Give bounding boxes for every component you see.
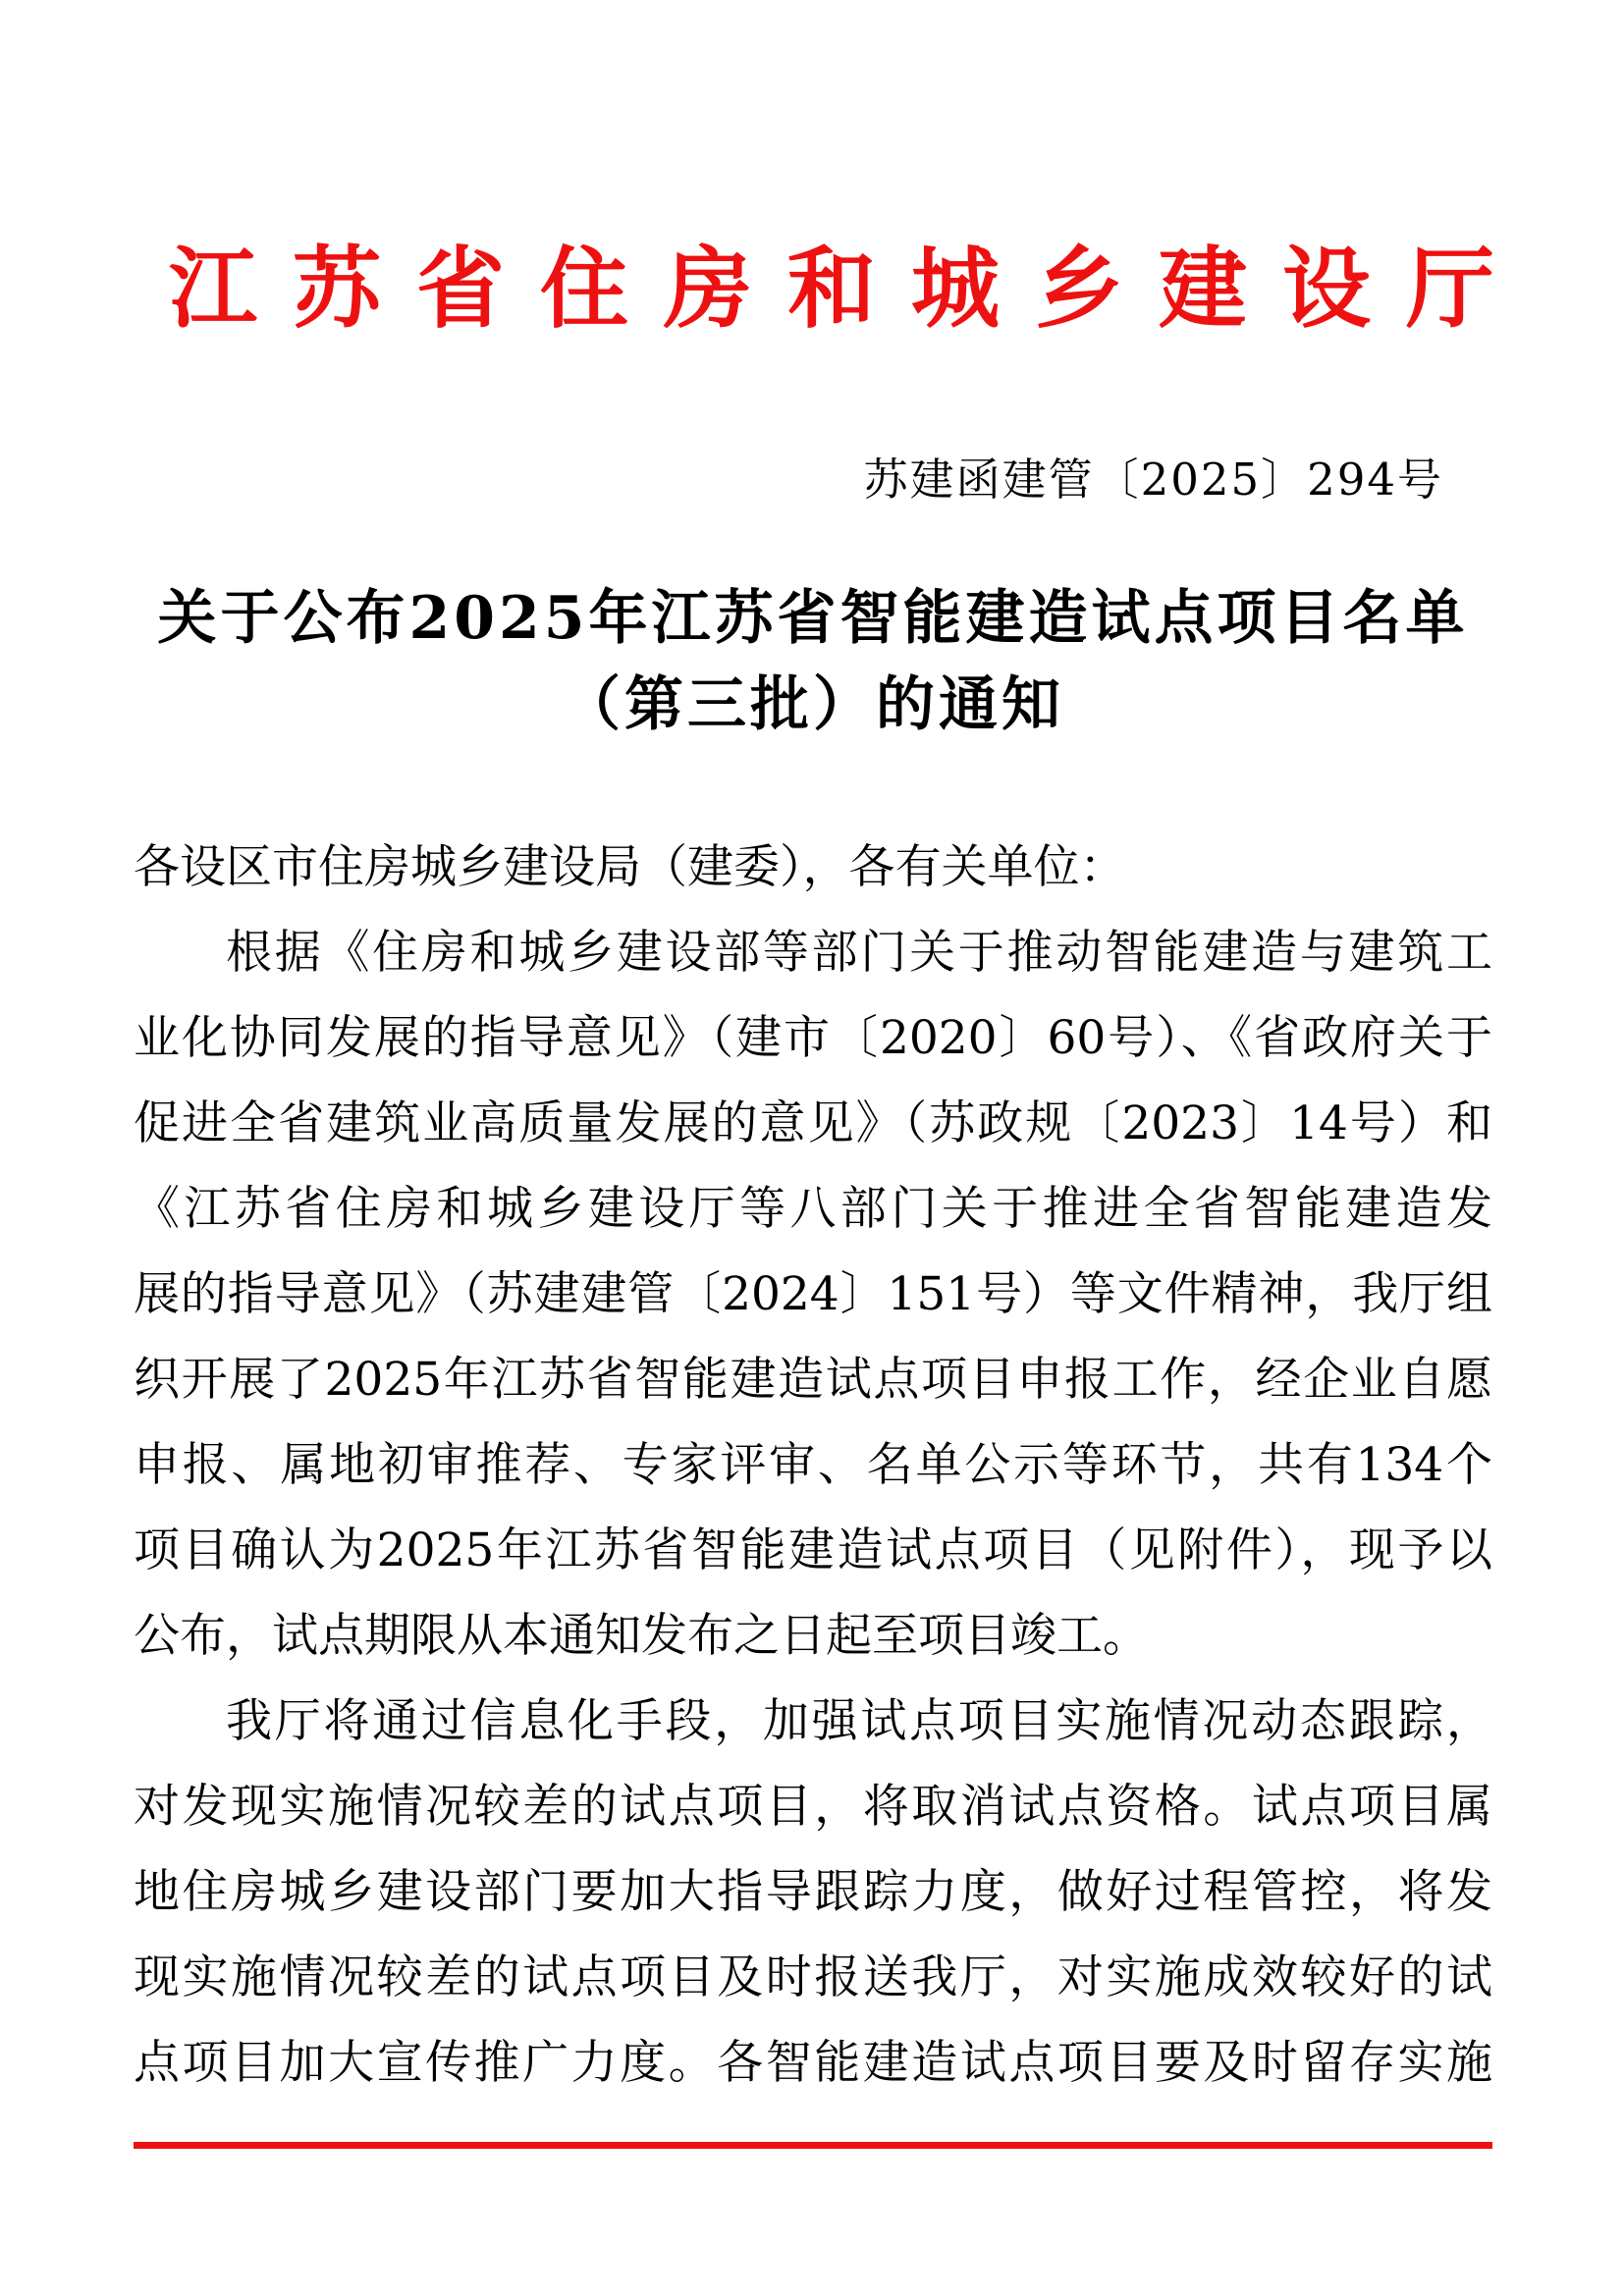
salutation-line: 各设区市住房城乡建设局（建委），各有关单位： [134,840,1126,894]
document-reference-number: 苏建函建管〔2025〕294号 [863,454,1443,506]
body-line: 《江苏省住房和城乡建设厅等八部门关于推进全省智能建造发 [134,1182,1492,1236]
body-line: 点项目加大宣传推广力度。各智能建造试点项目要及时留存实施 [134,2036,1492,2090]
issuing-org-title: 江苏省住房和城乡建设厅 [169,237,1530,341]
body-line: 对发现实施情况较差的试点项目，将取消试点资格。试点项目属 [134,1780,1492,1834]
notice-title-line2: （第三批）的通知 [562,670,1064,739]
body-line: 现实施情况较差的试点项目及时报送我厅，对实施成效较好的试 [134,1950,1492,2004]
body-line: 织开展了2025年江苏省智能建造试点项目申报工作，经企业自愿 [134,1353,1492,1407]
body-line: 业化协同发展的指导意见》（建市〔2020〕60号）、《省政府关于 [134,1011,1492,1065]
body-line: 我厅将通过信息化手段，加强试点项目实施情况动态跟踪， [226,1694,1492,1748]
footer-red-rule [134,2142,1492,2149]
body-line: 促进全省建筑业高质量发展的意见》（苏政规〔2023〕14号）和 [134,1096,1492,1150]
notice-title [134,575,1492,748]
body-line: 项目确认为2025年江苏省智能建造试点项目（见附件），现予以 [134,1523,1492,1577]
body-line: 根据《住房和城乡建设部等部门关于推动智能建造与建筑工 [226,926,1492,980]
document-body [134,825,1492,2106]
body-line: 展的指导意见》（苏建建管〔2024〕151号）等文件精神，我厅组 [134,1267,1492,1321]
body-line: 公布，试点期限从本通知发布之日起至项目竣工。 [134,1609,1149,1663]
notice-title-line1: 关于公布2025年江苏省智能建造试点项目名单 [157,584,1469,653]
body-line: 地住房城乡建设部门要加大指导跟踪力度，做好过程管控，将发 [134,1865,1492,1919]
body-line: 申报、属地初审推荐、专家评审、名单公示等环节，共有134个 [134,1438,1492,1492]
